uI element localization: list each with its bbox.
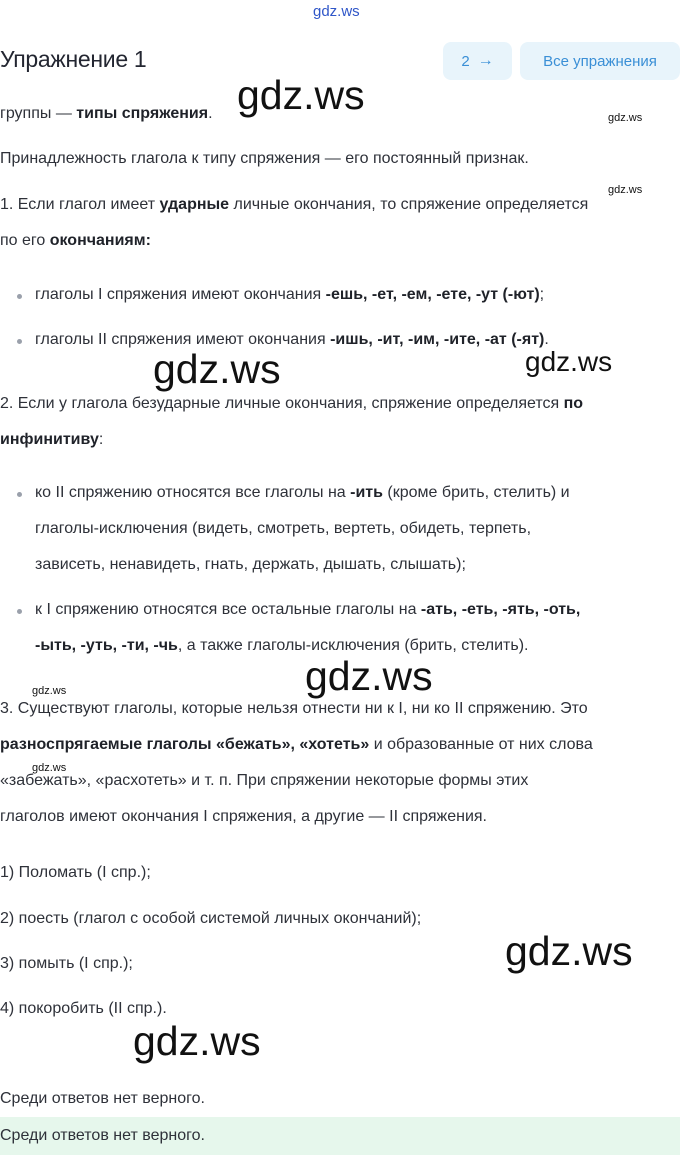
- bullet-icon: [17, 492, 22, 497]
- answer-option: 4) покоробить (II спр.).: [0, 1000, 167, 1017]
- answer-option: 2) поесть (глагол с особой системой личных окончаний);: [0, 910, 422, 927]
- next-exercise-button[interactable]: [443, 42, 512, 80]
- list-item: к I спряжению относятся все остальные глаголы на -ать, -еть, -ять, -оть,: [35, 601, 581, 618]
- arrow-right-icon: →: [477, 52, 494, 69]
- watermark: gdz.ws: [608, 112, 643, 124]
- answer-option: 1) Поломать (I спр.);: [0, 864, 151, 881]
- bullet-icon: [17, 339, 22, 344]
- watermark: gdz.ws: [305, 653, 433, 699]
- paragraph-line: глаголов имеют окончания I спряжения, а другие — II спряжения.: [0, 808, 487, 825]
- all-exercises-button[interactable]: Все упражнения: [520, 42, 680, 80]
- page-title: Упражнение 1: [0, 46, 147, 72]
- bullet-icon: [17, 294, 22, 299]
- paragraph-line: 1. Если глагол имеет ударные личные окончания, то спряжение определяется: [0, 196, 589, 213]
- watermark: gdz.ws: [608, 184, 643, 196]
- watermark: gdz.ws: [32, 685, 67, 697]
- watermark: gdz.ws: [505, 928, 633, 974]
- paragraph-line: инфинитиву:: [0, 431, 104, 448]
- paragraph-line: 3. Существуют глаголы, которые нельзя отнести ни к I, ни ко II спряжению. Это: [0, 700, 588, 717]
- watermark-top: gdz.ws: [313, 3, 360, 20]
- list-item: глаголы II спряжения имеют окончания -ишь, -ит, -им, -ите, -ат (-ят).: [35, 331, 549, 348]
- watermark: gdz.ws: [525, 346, 613, 377]
- answer-option: 3) помыть (I спр.);: [0, 955, 133, 972]
- paragraph-line: разноспрягаемые глаголы «бежать», «хотеть» и образованные от них слова: [0, 736, 593, 753]
- answer-text: Среди ответов нет верного.: [0, 1127, 205, 1144]
- list-item-continued: -ыть, -уть, -ти, -чь, а также глаголы-исключения (брить, стелить).: [35, 637, 529, 654]
- paragraph-line: «забежать», «расхотеть» и т. п. При спряжении некоторые формы этих: [0, 772, 529, 789]
- watermark: gdz.ws: [133, 1018, 261, 1064]
- paragraph-line: по его окончаниям:: [0, 232, 151, 249]
- list-item-continued: зависеть, ненавидеть, гнать, держать, дышать, слышать);: [35, 556, 466, 573]
- watermark: gdz.ws: [32, 762, 67, 774]
- list-item: ко II спряжению относятся все глаголы на -ить (кроме брить, стелить) и: [35, 484, 570, 501]
- watermark: gdz.ws: [153, 346, 281, 392]
- bullet-icon: [17, 609, 22, 614]
- list-item-continued: глаголы-исключения (видеть, смотреть, вертеть, обидеть, терпеть,: [35, 520, 532, 537]
- watermark: gdz.ws: [237, 72, 365, 118]
- next-exercise-label: 2: [461, 52, 470, 70]
- conclusion-text: Среди ответов нет верного.: [0, 1090, 205, 1107]
- paragraph-line: группы — типы спряжения.: [0, 105, 213, 122]
- paragraph-line: Принадлежность глагола к типу спряжения — его постоянный признак.: [0, 150, 529, 167]
- paragraph-line: 2. Если у глагола безударные личные окончания, спряжение определяется по: [0, 395, 584, 412]
- list-item: глаголы I спряжения имеют окончания -ешь, -ет, -ем, -ете, -ут (-ют);: [35, 286, 545, 303]
